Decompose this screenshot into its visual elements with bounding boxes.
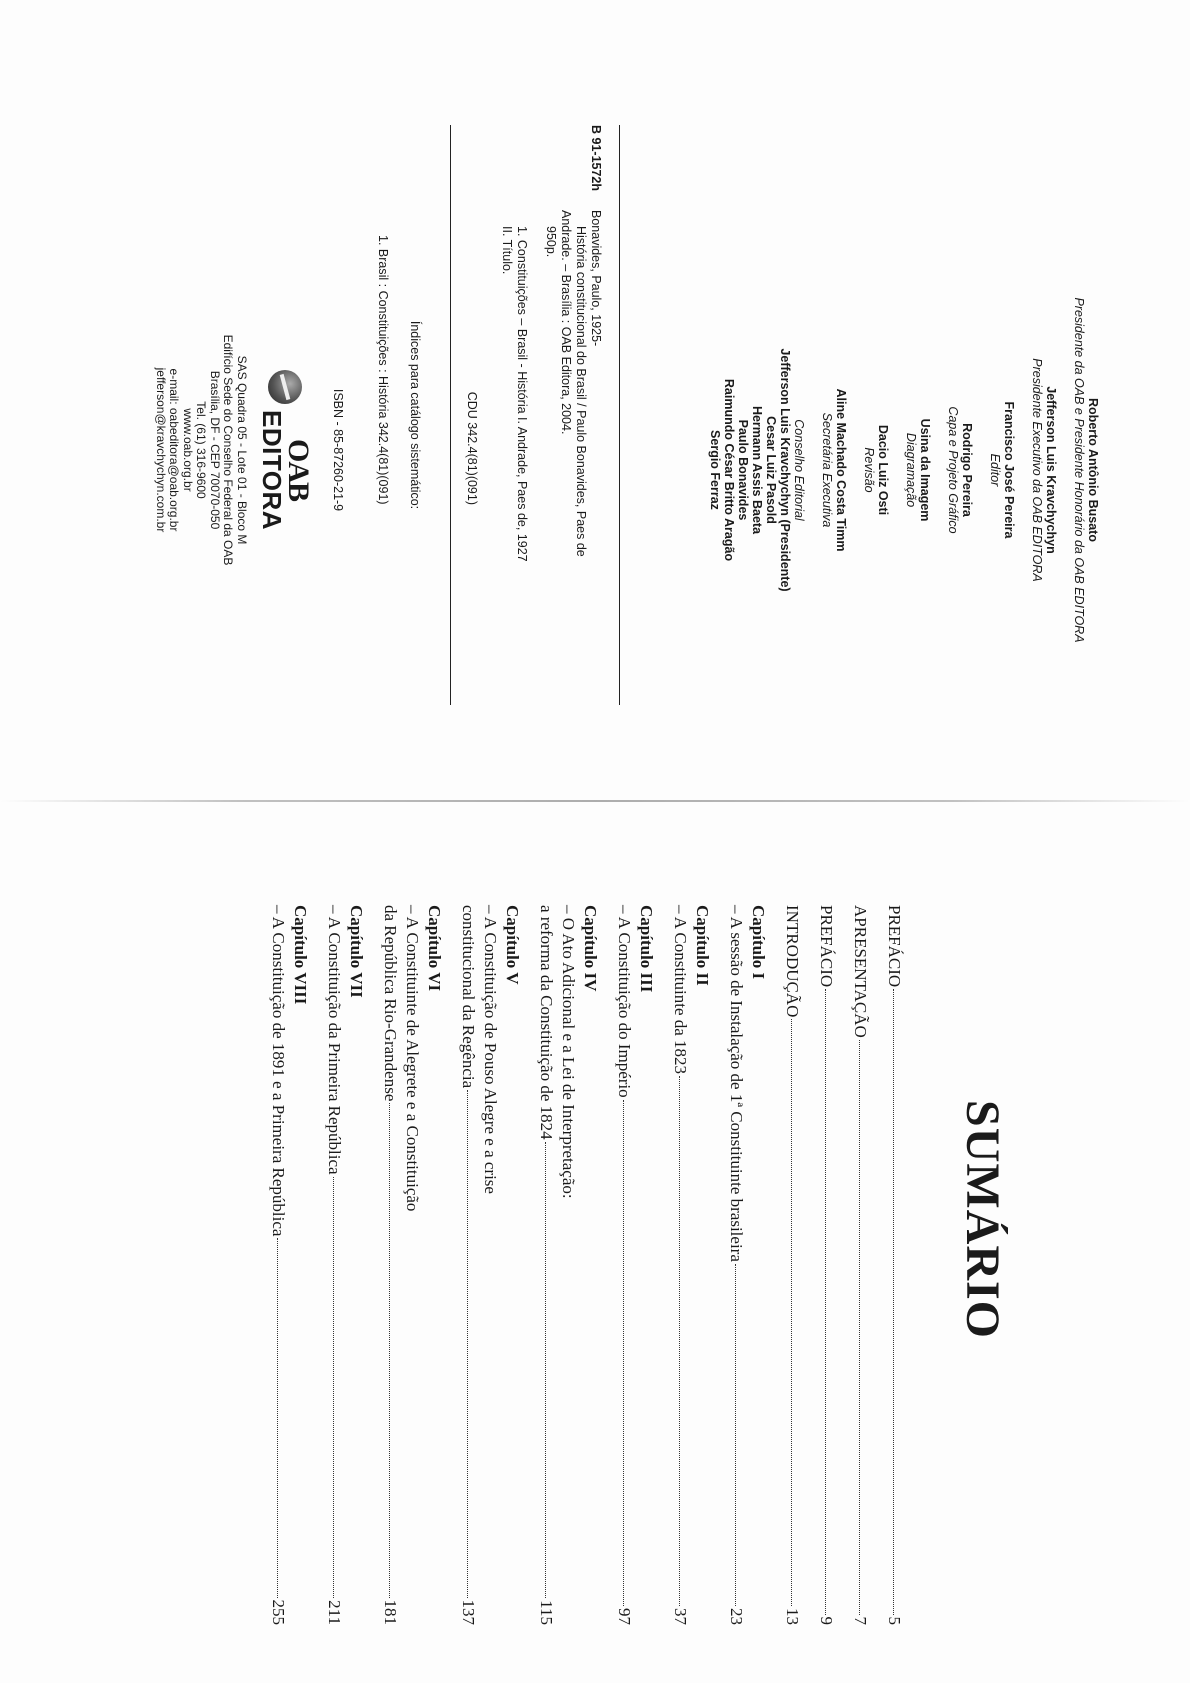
publisher-address xyxy=(154,300,249,600)
toc-line xyxy=(323,905,345,1625)
address-line: SAS Quadra 05 - Lote 01 - Bloco M xyxy=(235,355,249,545)
credit-role: Presidente da OAB e Presidente Honorário da OAB EDITORA xyxy=(1072,297,1086,643)
council-member: Raimundo César Britto Aragão xyxy=(722,378,736,562)
credit-item xyxy=(862,110,890,830)
toc-line xyxy=(669,905,691,1625)
toc-entry xyxy=(849,905,871,1625)
toc-title: SUMÁRIO xyxy=(956,1100,1009,1340)
toc-text: a reforma da Constituição de 1824 xyxy=(537,905,556,1140)
toc-text: – A Constituição da Primeira República xyxy=(325,905,344,1175)
toc-line xyxy=(613,905,635,1625)
toc-leader-dots xyxy=(333,1177,334,1599)
catalog-card xyxy=(362,125,620,705)
address-line: e-mail: oabeditora@oab.org.br xyxy=(167,368,182,532)
catalog-author: Bonavides, Paulo, 1925- xyxy=(589,210,603,347)
toc-entry xyxy=(267,905,311,1625)
toc-chapter-heading: Capítulo II xyxy=(693,905,712,986)
toc-line xyxy=(457,905,479,1625)
toc-line xyxy=(479,905,501,1625)
credit-item xyxy=(820,110,848,830)
toc-text: INTRODUÇÃO xyxy=(783,905,802,1018)
toc-text: – A Constituição de Pouso Alegre e a crise xyxy=(481,905,500,1194)
toc-entry xyxy=(323,905,367,1625)
toc-line xyxy=(535,905,557,1625)
toc-page-number: 181 xyxy=(381,1599,400,1625)
toc-leader-dots xyxy=(277,1238,278,1597)
credit-name: Dacio Luiz Osti xyxy=(876,424,890,516)
toc-line xyxy=(557,905,579,1625)
toc-text: – A Constituição de 1891 e a Primeira República xyxy=(269,905,288,1237)
toc-line xyxy=(401,905,423,1625)
toc-leader-dots xyxy=(825,989,826,1614)
toc-text: – O Ato Adicional e a Lei de Interpretação: xyxy=(559,905,578,1199)
toc-text: constitucional da Regência xyxy=(459,905,478,1089)
toc-page-number: 13 xyxy=(783,1608,802,1625)
logo-oab-text: OAB xyxy=(282,438,315,501)
toc-entry xyxy=(535,905,601,1625)
council-member: Jefferson Luis Kravchychyn (Presidente) xyxy=(778,348,792,592)
toc-entry xyxy=(725,905,769,1625)
toc-chapter-heading: Capítulo VIII xyxy=(291,905,310,1005)
toc-line xyxy=(781,905,803,1625)
isbn: ISBN - 85-87260-21-9 xyxy=(331,388,345,512)
toc-leader-dots xyxy=(623,1100,624,1606)
toc-leader-dots xyxy=(893,989,894,1614)
toc-text: – A Constituinte da 1823 xyxy=(671,905,690,1075)
toc-entry xyxy=(815,905,837,1625)
index-title: Índices para catálogo sistemático: xyxy=(408,320,422,510)
address-line: Edifício Sede do Conselho Federal da OAB xyxy=(221,334,236,566)
toc-entry xyxy=(379,905,445,1625)
credit-name: Rodrigo Pereira xyxy=(960,423,974,517)
address-line: Tel. (61) 316-9600 xyxy=(194,401,209,499)
logo-editora-text: EDITORA xyxy=(257,409,287,531)
credit-name: Usina da Imagem xyxy=(918,418,932,522)
toc-line xyxy=(883,905,905,1625)
toc-chapter-heading: Capítulo VI xyxy=(425,905,444,992)
catalog-subjects-cont: II. Título. xyxy=(500,226,514,275)
toc-line xyxy=(725,905,747,1625)
credit-item xyxy=(988,110,1016,830)
credits-block xyxy=(700,110,1100,830)
credit-item xyxy=(1072,110,1100,830)
toc-leader-dots xyxy=(389,1103,390,1597)
credit-name: Francisco José Pereira xyxy=(1002,401,1016,539)
toc-leader-dots xyxy=(791,1019,792,1606)
toc-leader-dots xyxy=(679,1076,680,1606)
credit-name: Roberto Antônio Busato xyxy=(1086,398,1100,542)
toc-page-number: 9 xyxy=(817,1616,836,1625)
toc-chapter-heading: Capítulo VII xyxy=(347,905,366,998)
credit-role: Editor xyxy=(988,453,1002,487)
toc-entry xyxy=(613,905,657,1625)
credit-item xyxy=(946,110,974,830)
credit-role: Diagramação xyxy=(904,432,918,508)
toc-leader-dots xyxy=(735,1264,736,1606)
catalog-subjects: 1. Constituições – Brasil - História I. Andrade, Paes de, 1927 xyxy=(515,226,529,562)
council-member: Sergio Ferraz xyxy=(708,430,722,510)
address-line: jefferson@kravchychyn.com.br xyxy=(154,367,168,533)
table-of-contents xyxy=(255,905,905,1625)
toc-text: PREFÁCIO xyxy=(885,905,904,988)
council-member: Hermann Assis Baeta xyxy=(750,405,764,535)
catalog-cdu: CDU 342.4(81)(091) xyxy=(465,391,479,505)
catalog-title-cont: Andrade. – Brasília : OAB Editora, 2004. xyxy=(559,210,573,435)
toc-page-number: 137 xyxy=(459,1599,478,1625)
catalog-pages: 950p. xyxy=(544,226,558,258)
toc-page-number: 7 xyxy=(851,1616,870,1625)
toc-line xyxy=(815,905,837,1625)
toc-text: APRESENTAÇÃO xyxy=(851,905,870,1038)
credit-item xyxy=(1030,110,1058,830)
toc-text: – A Constituinte de Alegrete e a Constituição xyxy=(403,905,422,1212)
toc-line xyxy=(379,905,401,1625)
page-fold-line xyxy=(0,800,1190,802)
address-line: www.oab.org.br xyxy=(181,408,195,492)
toc-chapter-heading: Capítulo V xyxy=(503,905,522,985)
oab-editora-logo xyxy=(256,300,315,600)
editorial-council xyxy=(708,110,806,830)
toc-chapter-heading: Capítulo IV xyxy=(581,905,600,992)
toc-entry xyxy=(781,905,803,1625)
catalog-title: História constitucional do Brasil / Paulo Bonavides, Paes de xyxy=(574,226,588,557)
toc-leader-dots xyxy=(467,1090,468,1597)
credit-role: Presidente Executivo da OAB EDITORA xyxy=(1030,358,1044,582)
toc-leader-dots xyxy=(859,1040,860,1615)
toc-leader-dots xyxy=(545,1142,546,1599)
top-rule xyxy=(619,125,620,705)
credit-name: Aline Machado Costa Timm xyxy=(834,388,848,552)
toc-text: – A sessão de Instalação de 1ª Constituinte brasileira xyxy=(727,905,746,1262)
publisher-block xyxy=(154,300,346,600)
toc-page-number: 255 xyxy=(269,1599,288,1625)
toc-entry xyxy=(669,905,713,1625)
credit-name: Jefferson Luis Kravchychyn xyxy=(1044,386,1058,554)
address-line: Brasília, DF - CEP 70070-050 xyxy=(208,370,222,530)
toc-line xyxy=(267,905,289,1625)
toc-page-number: 37 xyxy=(671,1608,690,1625)
credit-role: Revisão xyxy=(862,447,876,493)
council-member: Paulo Bonavides xyxy=(736,419,750,521)
toc-page-number: 211 xyxy=(325,1600,344,1625)
credit-role: Capa e Projeto Gráfico xyxy=(946,406,960,534)
toc-page-number: 5 xyxy=(885,1616,904,1625)
catalog-code: B 91-1572h xyxy=(589,125,603,192)
toc-chapter-heading: Capítulo I xyxy=(749,905,768,980)
credit-role: Secretária Executiva xyxy=(820,412,834,528)
toc-line xyxy=(849,905,871,1625)
toc-chapter-heading: Capítulo III xyxy=(637,905,656,993)
toc-entry xyxy=(457,905,523,1625)
council-member: Cesar Luiz Pasold xyxy=(764,416,778,524)
toc-text: da República Rio-Grandense xyxy=(381,905,400,1102)
toc-page-number: 115 xyxy=(537,1600,556,1625)
toc-entry xyxy=(883,905,905,1625)
toc-page-number: 23 xyxy=(727,1608,746,1625)
bottom-rule xyxy=(450,125,451,705)
toc-text: – A Constituição do Império xyxy=(615,905,634,1098)
globe-icon xyxy=(269,370,303,404)
toc-page-number: 97 xyxy=(615,1608,634,1625)
toc-text: PREFÁCIO xyxy=(817,905,836,988)
credit-item xyxy=(904,110,932,830)
council-role: Conselho Editorial xyxy=(792,419,806,521)
index-item: 1. Brasil : Constituições : História 342.4(81)(091) xyxy=(376,235,390,505)
